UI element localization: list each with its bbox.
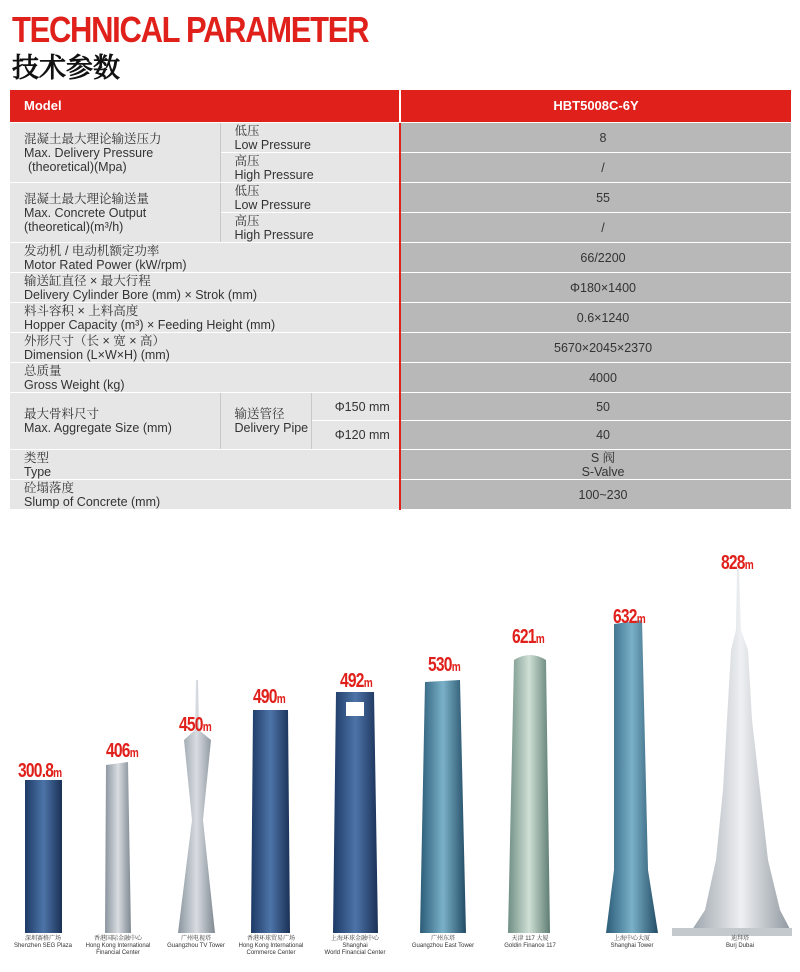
- table-row: [10, 363, 791, 393]
- page-title-en: TECHNICAL PARAMETER: [12, 9, 369, 50]
- table-row: [10, 450, 791, 480]
- page-title-cn: 技术参数: [12, 53, 120, 83]
- tower-icc: [251, 710, 290, 933]
- height-label-goldin: 621m: [512, 626, 544, 648]
- weight-value: 4000: [400, 363, 791, 393]
- dimension-value: 5670×2045×2370: [400, 333, 791, 363]
- height-label-burj: 828m: [721, 552, 753, 574]
- height-label-canton: 450m: [179, 714, 211, 736]
- aggregate-label: 最大骨料尺寸 Max. Aggregate Size (mm): [10, 393, 220, 450]
- table-row: [10, 273, 791, 303]
- spec-table: [10, 90, 791, 510]
- pipe-150-value: 50: [400, 393, 791, 421]
- type-label: 类型 Type: [10, 450, 400, 480]
- tower-seg-plaza: [25, 780, 62, 933]
- output-high-label: 高压 High Pressure: [220, 213, 400, 243]
- table-header-row: [10, 90, 791, 123]
- building-caption-swfc: 上海环球金融中心 Shanghai World Financial Center: [324, 936, 386, 956]
- output-high-value: /: [400, 213, 791, 243]
- tower-goldin-117: [508, 655, 550, 933]
- building-caption-canton: 广州电视塔 Guangzhou TV Tower: [167, 936, 225, 949]
- type-value: S 阀 S-Valve: [400, 450, 791, 480]
- pressure-high-value: /: [400, 153, 791, 183]
- building-caption-ctf: 广州东塔 Guangzhou East Tower: [411, 936, 475, 949]
- building-caption-seg: 深圳赛格广场 Shenzhen SEG Plaza: [13, 936, 73, 949]
- hopper-value: 0.6×1240: [400, 303, 791, 333]
- table-row: [10, 183, 791, 213]
- output-low-label: 低压 Low Pressure: [220, 183, 400, 213]
- motor-label: 发动机 / 电动机额定功率 Motor Rated Power (kW/rpm): [10, 243, 400, 273]
- hopper-label: 料斗容积 × 上料高度 Hopper Capacity (m³) × Feeding Height (mm): [10, 303, 400, 333]
- height-label-swfc: 492m: [340, 670, 372, 692]
- table-row: [10, 333, 791, 363]
- building-caption-ifc: 香港国际金融中心 Hong Kong International Financial Center: [85, 936, 151, 956]
- model-label: Model: [10, 90, 400, 123]
- tower-shanghai: [606, 620, 658, 933]
- height-label-seg: 300.8m: [18, 760, 62, 782]
- output-label: 混凝土最大理论输送量 Max. Concrete Output (theoretical)(m³/h): [10, 183, 220, 243]
- height-label-shanghai: 632m: [613, 606, 645, 628]
- tower-ifc: [105, 762, 131, 933]
- pipe-120-label: Φ120 mm: [311, 421, 400, 450]
- height-label-icc: 490m: [253, 686, 285, 708]
- table-row: [10, 480, 791, 510]
- table-row: [10, 123, 791, 153]
- height-label-ctf: 530m: [428, 654, 460, 676]
- tower-swfc: [333, 692, 378, 933]
- output-low-value: 55: [400, 183, 791, 213]
- pressure-label: 混凝土最大理论输送压力 Max. Delivery Pressure (theoretical)(Mpa): [10, 123, 220, 183]
- pipe-120-value: 40: [400, 421, 791, 450]
- model-value: HBT5008C-6Y: [400, 90, 791, 123]
- pressure-high-label: 高压 High Pressure: [220, 153, 400, 183]
- tower-ctf-guangzhou: [420, 680, 466, 933]
- table-row: [10, 243, 791, 273]
- weight-label: 总质量 Gross Weight (kg): [10, 363, 400, 393]
- motor-value: 66/2200: [400, 243, 791, 273]
- tower-burj: [690, 568, 792, 933]
- pressure-low-label: 低压 Low Pressure: [220, 123, 400, 153]
- building-caption-goldin: 天津 117 大厦 Goldin Finance 117: [504, 936, 556, 949]
- pressure-low-value: 8: [400, 123, 791, 153]
- slump-label: 砼塌落度 Slump of Concrete (mm): [10, 480, 400, 510]
- building-caption-shanghai: 上海中心大厦 Shanghai Tower: [610, 936, 654, 949]
- cylinder-value: Φ180×1400: [400, 273, 791, 303]
- dimension-label: 外形尺寸（长 × 宽 × 高） Dimension (L×W×H) (mm): [10, 333, 400, 363]
- table-row: [10, 393, 791, 421]
- height-label-ifc: 406m: [106, 740, 138, 762]
- building-caption-burj: 迪拜塔 Burj Dubai: [725, 936, 754, 949]
- slump-value: 100~230: [400, 480, 791, 510]
- building-caption-icc: 香港环球贸易广场 Hong Kong International Commerce Center: [238, 936, 304, 956]
- pipe-150-label: Φ150 mm: [311, 393, 400, 421]
- buildings-illustration: [0, 540, 800, 972]
- cylinder-label: 输送缸直径 × 最大行程 Delivery Cylinder Bore (mm) × Strok (mm): [10, 273, 400, 303]
- delivery-pipe-label: 输送管径 Delivery Pipe: [220, 393, 311, 450]
- table-row: [10, 303, 791, 333]
